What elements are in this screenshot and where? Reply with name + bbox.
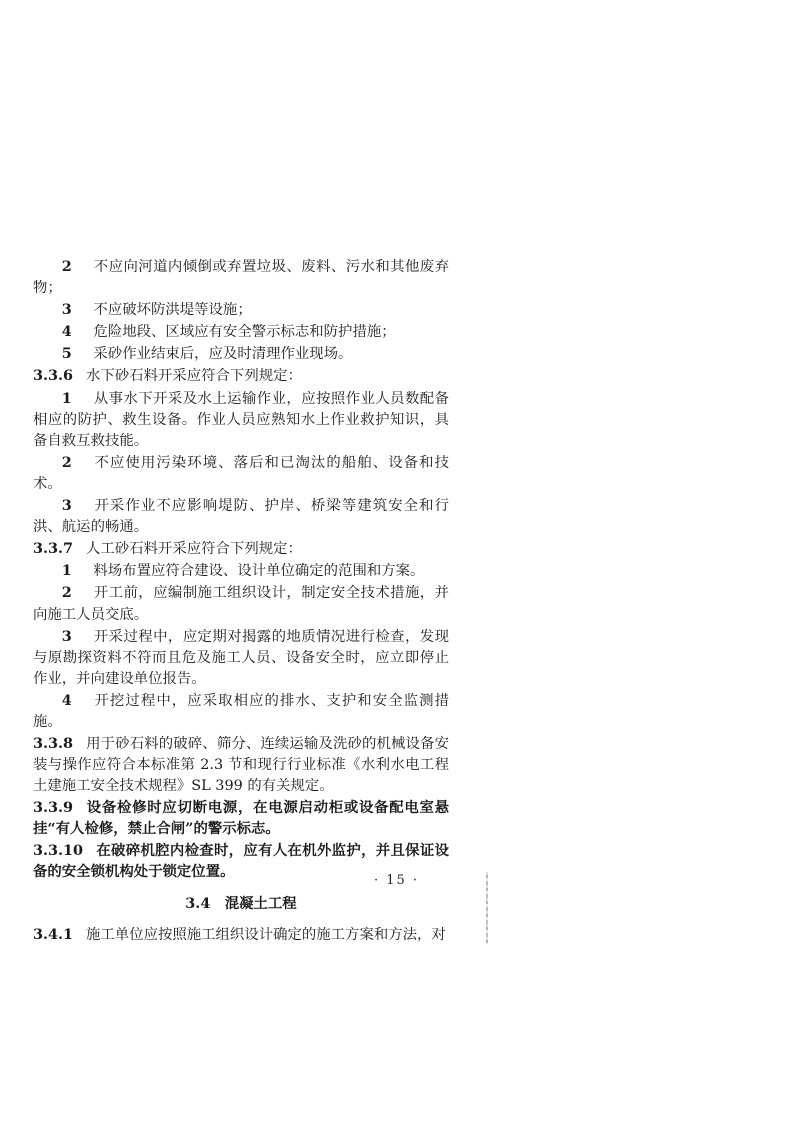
clause-number: 3.3.8 [33,735,74,753]
paragraph-text: 开挖过程中，应采取相应的排水、支护和安全监测措施。 [33,692,449,730]
item-number: 1 [61,389,72,407]
clause-paragraph [33,797,449,839]
clause-number: 3.3.6 [33,367,74,385]
list-item-paragraph [33,690,449,733]
item-number: 1 [61,562,72,580]
clause-number: 3.3.10 [33,841,84,859]
paragraph-text: 不应向河道内倾倒或弃置垃圾、废料、污水和其他废弃物； [33,259,449,297]
page-number: · 15 · [373,873,420,888]
paragraph-text: 用于砂石料的破碎、筛分、连续运输及洗砂的机械设备安装与操作应符合本标准第 2.3 节和现行行业标准《水利水电工程土建施工安全技术规程》SL 399 的有关规定。 [33,736,449,795]
item-number: 2 [61,584,72,602]
clause-paragraph [33,538,449,560]
item-number: 4 [61,323,72,341]
paragraph-text: 危险地段、区域应有安全警示标志和防护措施； [93,324,396,341]
list-item-paragraph [33,582,449,625]
list-item-paragraph [33,626,449,690]
item-number: 2 [61,453,72,471]
item-number: 3 [61,301,72,319]
paragraph-text: 不应破坏防洪堤等设施； [93,302,252,319]
clause-number: 3.3.7 [33,540,74,558]
scan-artifact [486,872,488,944]
paragraph-text: 不应使用污染环境、落后和已淘汰的船舶、设备和技术。 [33,454,449,492]
paragraph-text: 开采过程中，应定期对揭露的地质情况进行检查，发现与原勘探资料不符而且危及施工人员、设备安全时，应立即停止作业，并向建设单位报告。 [33,628,449,687]
paragraph-text: 开采作业不应影响堤防、护岸、桥梁等建筑安全和行洪、航运的畅通。 [33,498,449,536]
clause-paragraph [33,365,449,387]
item-number: 3 [61,627,72,645]
list-item-paragraph [33,299,449,321]
clause-number: 3.3.9 [33,799,74,817]
paragraph-text: 采砂作业结束后，应及时清理作业现场。 [93,346,353,363]
paragraph-text: 料场布置应符合建设、设计单位确定的范围和方案。 [93,563,425,580]
item-number: 5 [61,345,72,363]
paragraph-text: 水下砂石料开采应符合下列规定： [86,368,302,385]
paragraph-text: 混凝土工程 [224,894,297,912]
list-item-paragraph [33,388,449,452]
clause-number: 3.4.1 [33,925,74,943]
list-item-paragraph [33,256,449,299]
list-item-paragraph [33,560,449,582]
paragraph-text: 人工砂石料开采应符合下列规定： [86,541,302,558]
text-block [33,256,449,946]
section-heading [33,893,449,914]
item-number: 2 [61,258,72,275]
clause-paragraph [33,733,449,797]
item-number: 3 [61,497,72,515]
list-item-paragraph [33,495,449,538]
list-item-paragraph [33,343,449,365]
paragraph-text: 设备检修时应切断电源，在电源启动柜或设备配电室悬挂“有人检修，禁止合闸”的警示标志。 [33,799,449,838]
clause-paragraph [33,924,449,946]
list-item-paragraph [33,321,449,343]
item-number: 4 [61,691,72,709]
paragraph-text: 开工前，应编制施工组织设计，制定安全技术措施，并向施工人员交底。 [33,585,449,623]
paragraph-text: 从事水下开采及水上运输作业，应按照作业人员数配备相应的防护、救生设备。作业人员应熟知水上作业救护知识，具备自救互救技能。 [33,390,449,449]
paragraph-text: 施工单位应按照施工组织设计确定的施工方案和方法，对 [86,926,446,943]
list-item-paragraph [33,452,449,495]
heading-number: 3.4 [185,894,211,912]
paragraph-text: 在破碎机腔内检查时，应有人在机外监护，并且保证设备的安全锁机构处于锁定位置。 [33,841,449,880]
